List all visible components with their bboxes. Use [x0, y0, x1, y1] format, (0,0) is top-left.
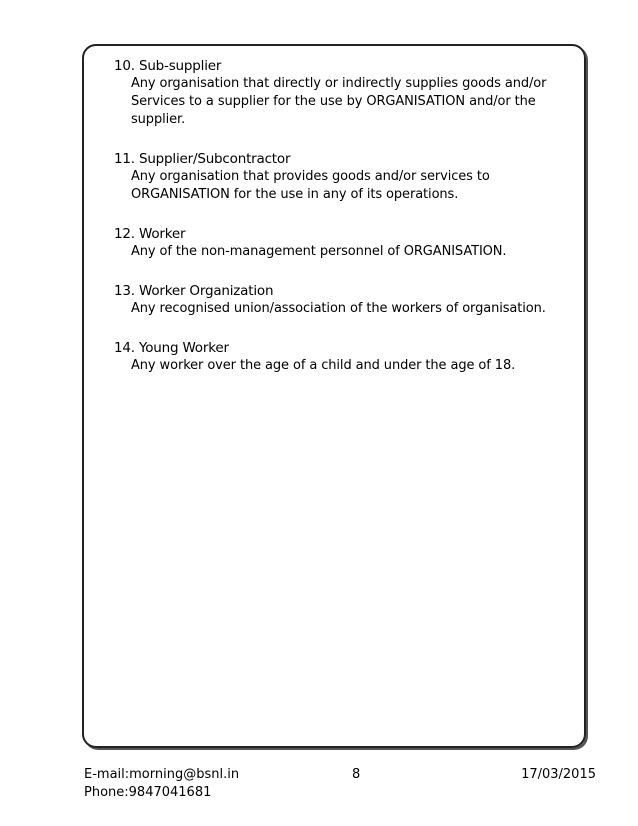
footer-email: E-mail:morning@bsnl.in	[84, 767, 240, 782]
footer-phone: Phone:9847041681	[84, 785, 212, 800]
page-footer	[84, 766, 596, 800]
definition-title: 14. Young Worker	[114, 340, 229, 356]
definition-title: 12. Worker	[114, 226, 186, 242]
definition-worker	[114, 225, 574, 261]
definition-young-worker	[114, 339, 574, 375]
definition-sub-supplier	[114, 57, 574, 129]
definition-text: Any worker over the age of a child and under the age of 18.	[131, 358, 516, 373]
definition-text: Any recognised union/association of the workers of organisation.	[131, 301, 546, 316]
definition-worker-organization	[114, 282, 574, 318]
definition-title: 13. Worker Organization	[114, 283, 274, 299]
footer-date: 17/03/2015	[521, 767, 596, 782]
definitions-list	[114, 57, 574, 396]
footer-page-number: 8	[352, 767, 361, 782]
definition-supplier-subcontractor	[114, 150, 574, 204]
definition-text: Any organisation that provides goods and/or services to ORGANISATION for the use in any of its operations.	[131, 169, 490, 202]
definition-text: Any organisation that directly or indirectly supplies goods and/or Services to a supplier for the use by ORGANISATION and/or the supplier.	[131, 76, 547, 127]
definition-title: 10. Sub-supplier	[114, 58, 222, 74]
definition-text: Any of the non-management personnel of ORGANISATION.	[131, 244, 507, 259]
definition-title: 11. Supplier/Subcontractor	[114, 151, 291, 167]
